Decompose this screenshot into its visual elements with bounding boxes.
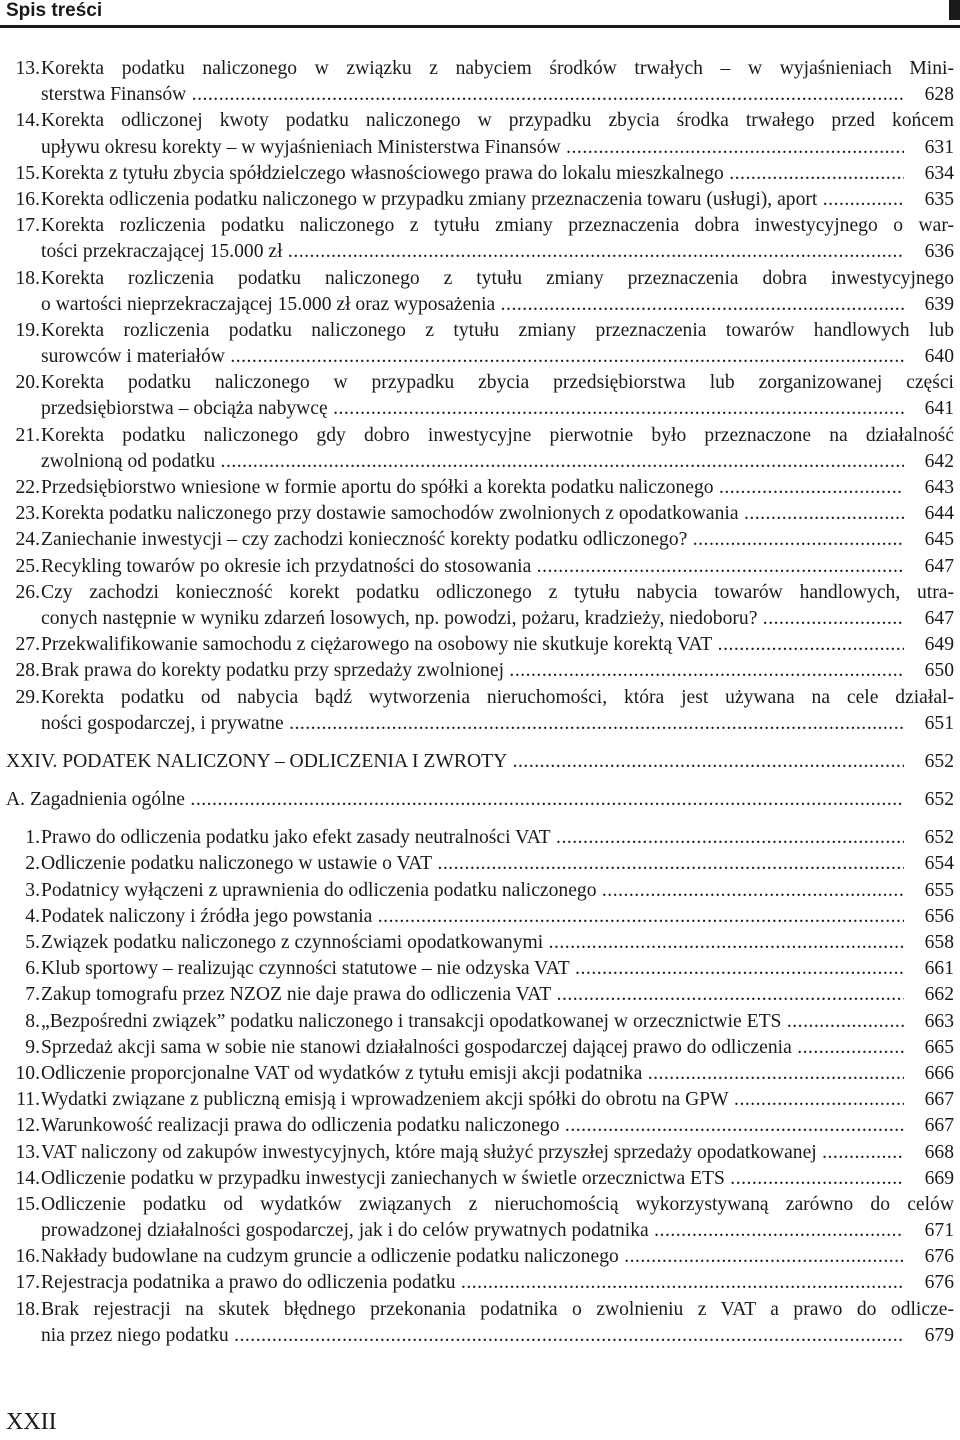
toc-entry-number: 16.: [15, 188, 40, 210]
toc-entry-title: Warunkowość realizacji prawa do odliczenia podatku naliczonego .....: [41, 1113, 904, 1139]
toc-entry-title: Przedsiębiorstwo wniesione w formie aportu do spółki a korekta podatku naliczonego .....: [41, 475, 904, 501]
toc-entry-title: Klub sportowy – realizując czynności statutowe – nie odzyska VAT .....: [41, 956, 904, 982]
toc-entry-number: 14.: [15, 1167, 40, 1189]
toc-entry-page: 662: [906, 982, 954, 1008]
toc-entry-page: 667: [906, 1113, 954, 1139]
toc-entry[interactable]: [6, 1009, 954, 1035]
toc-entry-page: 635: [906, 187, 954, 213]
toc-entry[interactable]: [6, 108, 954, 160]
toc-entry[interactable]: [6, 266, 954, 318]
toc-entry[interactable]: [6, 213, 954, 265]
toc-entry-page: 668: [906, 1140, 954, 1166]
toc-entry-title: Brak rejestracji na skutek błędnego przekonania podatnika o zwolnieniu z VAT a prawo do odlicze-: [41, 1298, 954, 1320]
toc-entry-number: 10.: [15, 1062, 40, 1084]
toc-entry-page: 651: [906, 711, 954, 737]
toc-entry-number: 21.: [15, 424, 40, 446]
toc-subsection-heading[interactable]: [6, 787, 954, 813]
toc-entry-title: Korekta z tytułu zbycia spółdzielczego własnościowego prawa do lokalu mieszkalnego .....: [41, 161, 904, 187]
toc-entry-page: 628: [906, 82, 954, 108]
toc-entry-page: 647: [906, 554, 954, 580]
toc-entry-title: Podatek naliczony i źródła jego powstania .....: [41, 904, 904, 930]
toc-list-previous-chapter: [6, 56, 954, 737]
toc-entry-page: 642: [906, 449, 954, 475]
toc-entry-number: 27.: [15, 634, 40, 656]
toc-entry-title: Brak prawa do korekty podatku przy sprzedaży zwolnionej .....: [41, 658, 904, 684]
toc-entry-page: 650: [906, 658, 954, 684]
toc-entry-page: 663: [906, 1009, 954, 1035]
toc-entry-title: Przekwalifikowanie samochodu z ciężarowego na osobowy nie skutkuje korektą VAT .....: [41, 632, 904, 658]
toc-entry-number: 25.: [15, 555, 40, 577]
toc-entry-title: o wartości nieprzekraczającej 15.000 zł oraz wyposażenia .....: [41, 292, 904, 318]
toc-entry-page: 644: [906, 501, 954, 527]
toc-entry-title: Korekta rozliczenia podatku naliczonego z tytułu zmiany przeznaczenia dobra inwestycyjnego: [41, 267, 954, 289]
toc-entry-number: 6.: [25, 958, 40, 980]
table-of-contents: [6, 56, 954, 1349]
header-corner-block: [949, 0, 960, 20]
toc-entry[interactable]: [6, 930, 954, 956]
section-title: XXIV. PODATEK NALICZONY – ODLICZENIA I ZWROTY .....: [6, 749, 904, 775]
toc-entry-page: 666: [906, 1061, 954, 1087]
subsection-title: A. Zagadnienia ogólne .....: [6, 787, 904, 813]
toc-entry-page: 640: [906, 344, 954, 370]
toc-entry-page: 676: [906, 1244, 954, 1270]
toc-entry-number: 2.: [25, 853, 40, 875]
toc-entry-title: Prawo do odliczenia podatku jako efekt zasady neutralności VAT .....: [41, 825, 904, 851]
page-number: XXII: [6, 1409, 57, 1435]
toc-entry[interactable]: [6, 685, 954, 737]
toc-entry[interactable]: [6, 904, 954, 930]
toc-entry[interactable]: [6, 501, 954, 527]
toc-entry-number: 7.: [25, 984, 40, 1006]
toc-entry-number: 11.: [16, 1089, 40, 1111]
toc-entry-number: 18.: [15, 267, 40, 289]
toc-entry-title: Rejestracja podatnika a prawo do odliczenia podatku .....: [41, 1270, 904, 1296]
toc-entry-number: 15.: [15, 1193, 40, 1215]
toc-entry-title: Korekta podatku naliczonego w związku z nabyciem środków trwałych – w wyjaśnieniach Mini-: [41, 58, 954, 79]
toc-entry-page: 645: [906, 527, 954, 553]
toc-entry-title: nia przez niego podatku .....: [41, 1323, 904, 1349]
toc-entry-title: Wydatki związane z publiczną emisją i wprowadzeniem akcji spółki do obrotu na GPW .....: [41, 1087, 904, 1113]
toc-entry-title: Korekta odliczenia podatku naliczonego w przypadku zmiany przeznaczenia towaru (usługi), aport .....: [41, 187, 904, 213]
toc-entry[interactable]: [6, 658, 954, 684]
toc-entry-title: Korekta podatku od nabycia bądź wytworzenia nieruchomości, która jest używana na cele działal-: [41, 686, 954, 708]
toc-entry[interactable]: [6, 187, 954, 213]
toc-entry-page: 667: [906, 1087, 954, 1113]
toc-entry-page: 658: [906, 930, 954, 956]
toc-entry-title: Zakup tomografu przez NZOZ nie daje prawa do odliczenia VAT .....: [41, 982, 904, 1008]
toc-entry[interactable]: [6, 1087, 954, 1113]
toc-entry-page: 669: [906, 1166, 954, 1192]
header-rule: [0, 25, 960, 28]
toc-entry[interactable]: [6, 580, 954, 632]
toc-entry[interactable]: [6, 161, 954, 187]
subsection-page: 652: [906, 787, 954, 813]
toc-entry-number: 12.: [15, 1115, 40, 1137]
toc-entry-title: Korekta odliczonej kwoty podatku naliczonego w przypadku zbycia środka trwałego przed końcem: [41, 110, 954, 132]
toc-entry-title: tości przekraczającej 15.000 zł .....: [41, 239, 904, 265]
toc-entry-number: 29.: [15, 686, 40, 708]
toc-entry-page: 676: [906, 1270, 954, 1296]
toc-entry[interactable]: [6, 1192, 954, 1244]
toc-entry-page: 639: [906, 292, 954, 318]
toc-entry-title: Czy zachodzi konieczność korekt podatku odliczonego z tytułu nabycia towarów handlowych, utra-: [41, 581, 954, 603]
toc-entry-page: 665: [906, 1035, 954, 1061]
toc-entry-page: 652: [906, 825, 954, 851]
toc-entry[interactable]: [6, 423, 954, 475]
toc-entry-number: 26.: [15, 581, 40, 603]
toc-entry-number: 19.: [15, 319, 40, 341]
toc-entry[interactable]: [6, 1061, 954, 1087]
toc-entry-number: 1.: [25, 827, 40, 849]
toc-entry-title: Odliczenie podatku od wydatków związanych z nieruchomością wykorzystywaną zarówno do celów: [41, 1193, 954, 1215]
toc-entry-title: Nakłady budowlane na cudzym gruncie a odliczenie podatku naliczonego .....: [41, 1244, 904, 1270]
toc-entry-page: 655: [906, 878, 954, 904]
toc-entry[interactable]: [6, 982, 954, 1008]
toc-entry-number: 3.: [25, 879, 40, 901]
toc-entry-number: 22.: [15, 477, 40, 498]
toc-entry[interactable]: [6, 851, 954, 877]
toc-entry-page: 679: [906, 1323, 954, 1349]
toc-entry-number: 24.: [15, 529, 40, 551]
toc-entry[interactable]: [6, 554, 954, 580]
toc-entry[interactable]: [6, 825, 954, 851]
toc-entry-page: 643: [906, 475, 954, 501]
toc-entry[interactable]: [6, 1244, 954, 1270]
toc-entry-number: 17.: [15, 1272, 40, 1294]
toc-entry-number: 23.: [15, 503, 40, 525]
toc-entry-number: 17.: [15, 215, 40, 237]
toc-entry-title: przedsiębiorstwa – obciąża nabywcę .....: [41, 396, 904, 422]
toc-entry-number: 13.: [15, 58, 40, 79]
toc-entry-number: 8.: [25, 1010, 40, 1032]
toc-entry[interactable]: [6, 475, 954, 501]
toc-entry-page: 654: [906, 851, 954, 877]
toc-entry-title: Korekta rozliczenia podatku naliczonego z tytułu zmiany przeznaczenia dobra inwestycyjnego o war-: [41, 215, 954, 237]
section-page: 652: [906, 749, 954, 775]
toc-entry[interactable]: [6, 56, 954, 108]
toc-entry[interactable]: [6, 1140, 954, 1166]
toc-entry-title: Odliczenie proporcjonalne VAT od wydatków z tytułu emisji akcji podatnika .....: [41, 1061, 904, 1087]
toc-entry[interactable]: [6, 318, 954, 370]
toc-entry-title: sterstwa Finansów .....: [41, 82, 904, 108]
toc-entry-title: upływu okresu korekty – w wyjaśnieniach Ministerstwa Finansów .....: [41, 135, 904, 161]
toc-entry-title: Korekta podatku naliczonego przy dostawie samochodów zwolnionych z opodatkowania .....: [41, 501, 904, 527]
toc-entry-title: VAT naliczony od zakupów inwestycyjnych, które mają służyć przyszłej sprzedaży opodatkowanej .....: [41, 1140, 904, 1166]
toc-entry-number: 18.: [15, 1298, 40, 1320]
toc-entry-title: ności gospodarczej, i prywatne .....: [41, 711, 904, 737]
toc-entry-page: 671: [906, 1218, 954, 1244]
toc-entry-page: 641: [906, 396, 954, 422]
toc-entry-page: 661: [906, 956, 954, 982]
toc-entry-number: 28.: [15, 660, 40, 682]
toc-entry[interactable]: [6, 632, 954, 658]
toc-entry-title: Zaniechanie inwestycji – czy zachodzi konieczność korekty podatku odliczonego? .....: [41, 527, 904, 553]
toc-entry-page: 636: [906, 239, 954, 265]
toc-entry[interactable]: [6, 1166, 954, 1192]
toc-entry-number: 5.: [25, 932, 40, 953]
toc-entry-title: Podatnicy wyłączeni z uprawnienia do odliczenia podatku naliczonego .....: [41, 878, 904, 904]
toc-entry-number: 9.: [25, 1036, 40, 1058]
toc-entry-number: 4.: [25, 905, 40, 927]
toc-entry[interactable]: [6, 1035, 954, 1061]
toc-entry[interactable]: [6, 527, 954, 553]
toc-entry[interactable]: [6, 956, 954, 982]
toc-entry-title: Związek podatku naliczonego z czynnościami opodatkowanymi .....: [41, 930, 904, 956]
toc-entry-number: 13.: [15, 1141, 40, 1163]
toc-entry[interactable]: [6, 1270, 954, 1296]
toc-entry-number: 14.: [15, 110, 40, 132]
toc-entry[interactable]: [6, 370, 954, 422]
toc-entry-number: 16.: [15, 1246, 40, 1268]
toc-entry-page: 631: [906, 135, 954, 161]
toc-entry-page: 656: [906, 904, 954, 930]
toc-entry-title: Odliczenie podatku w przypadku inwestycji zaniechanych w świetle orzecznictwa ETS .....: [41, 1166, 904, 1192]
toc-entry-title: Odliczenie podatku naliczonego w ustawie o VAT .....: [41, 851, 904, 877]
toc-entry-title: surowców i materiałów .....: [41, 344, 904, 370]
toc-entry-title: conych następnie w wyniku zdarzeń losowych, np. powodzi, pożaru, kradzieży, niedoboru? .....: [41, 606, 904, 632]
toc-entry-title: prowadzonej działalności gospodarczej, jak i do celów prywatnych podatnika .....: [41, 1218, 904, 1244]
toc-entry-number: 15.: [15, 162, 40, 184]
toc-entry-page: 649: [906, 632, 954, 658]
toc-section-heading[interactable]: [6, 749, 954, 775]
toc-entry-title: „Bezpośredni związek” podatku naliczonego i transakcji opodatkowanej w orzecznictwie ETS .....: [41, 1009, 904, 1035]
toc-entry-page: 647: [906, 606, 954, 632]
toc-entry-title: Korekta podatku naliczonego w przypadku zbycia przedsiębiorstwa lub zorganizowanej części: [41, 372, 954, 394]
toc-entry[interactable]: [6, 1113, 954, 1139]
toc-entry-number: 20.: [15, 372, 40, 394]
toc-entry-page: 634: [906, 161, 954, 187]
toc-entry-title: Korekta podatku naliczonego gdy dobro inwestycyjne pierwotnie było przeznaczone na działalność: [41, 424, 954, 446]
toc-entry-title: Recykling towarów po okresie ich przydatności do stosowania .....: [41, 554, 904, 580]
toc-entry[interactable]: [6, 1297, 954, 1349]
toc-entry[interactable]: [6, 878, 954, 904]
toc-entry-title: zwolnioną od podatku .....: [41, 449, 904, 475]
toc-list-section-a: [6, 825, 954, 1349]
header-title: Spis treści: [6, 0, 103, 21]
toc-entry-title: Korekta rozliczenia podatku naliczonego z tytułu zmiany przeznaczenia towarów handlowych lub: [41, 319, 954, 341]
toc-entry-title: Sprzedaż akcji sama w sobie nie stanowi działalności gospodarczej dającej prawo do odliczenia .....: [41, 1035, 904, 1061]
page-header: [0, 0, 960, 26]
